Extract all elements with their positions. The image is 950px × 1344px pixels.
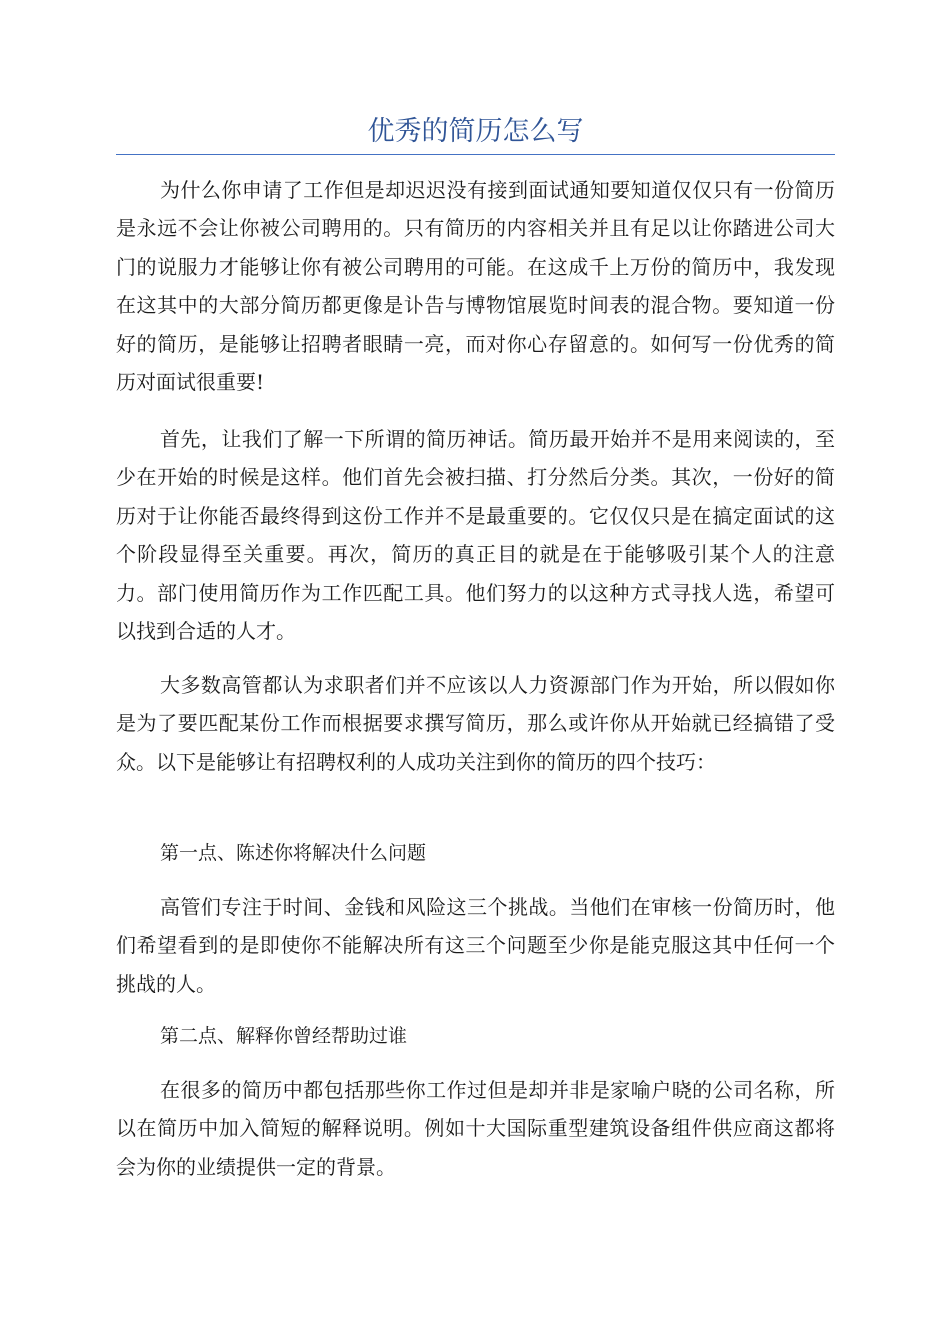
paragraph-resume-myth: 首先，让我们了解一下所谓的简历神话。简历最开始并不是用来阅读的，至少在开始的时候是这样。他们首先会被扫描、打分然后分类。其次，一份好的简历对于让你能否最终得到这份工作并不是最重要的。它仅仅只是在搞定面试的这个阶段显得至关重要。再次，简历的真正目的就是在于能够吸引某个人的注意力。部门使用简历作为工作匹配工具。他们努力的以这种方式寻找人选，希望可以找到合适的人才。	[116, 427, 835, 644]
paragraph-tip-2: 在很多的简历中都包括那些你工作过但是却并非是家喻户晓的公司名称，所以在简历中加入简短的解释说明。例如十大国际重型建筑设备组件供应商这都将会为你的业绩提供一定的背景。	[116, 1078, 835, 1179]
paragraph-four-tips: 大多数高管都认为求职者们并不应该以人力资源部门作为开始，所以假如你是为了要匹配某份工作而根据要求撰写简历，那么或许你从开始就已经搞错了受众。以下是能够让有招聘权利的人成功关注到你的简历的四个技巧：	[116, 673, 835, 774]
document-title: 优秀的简历怎么写	[367, 116, 584, 147]
tip-heading-2: 第二点、解释你曾经帮助过谁	[160, 1025, 408, 1047]
tip-heading-1: 第一点、陈述你将解决什么问题	[160, 842, 427, 864]
paragraph-tip-1: 高管们专注于时间、金钱和风险这三个挑战。当他们在审核一份简历时，他们希望看到的是即使你不能解决所有这三个问题至少你是能克服这其中任何一个挑战的人。	[116, 895, 835, 996]
paragraph-intro: 为什么你申请了工作但是却迟迟没有接到面试通知要知道仅仅只有一份简历是永远不会让你被公司聘用的。只有简历的内容相关并且有足以让你踏进公司大门的说服力才能够让你有被公司聘用的可能。在这成千上万份的简历中，我发现在这其中的大部分简历都更像是讣告与博物馆展览时间表的混合物。要知道一份好的简历，是能够让招聘者眼睛一亮，而对你心存留意的。如何写一份优秀的简历对面试很重要!	[116, 178, 835, 395]
title-underline	[116, 154, 835, 155]
